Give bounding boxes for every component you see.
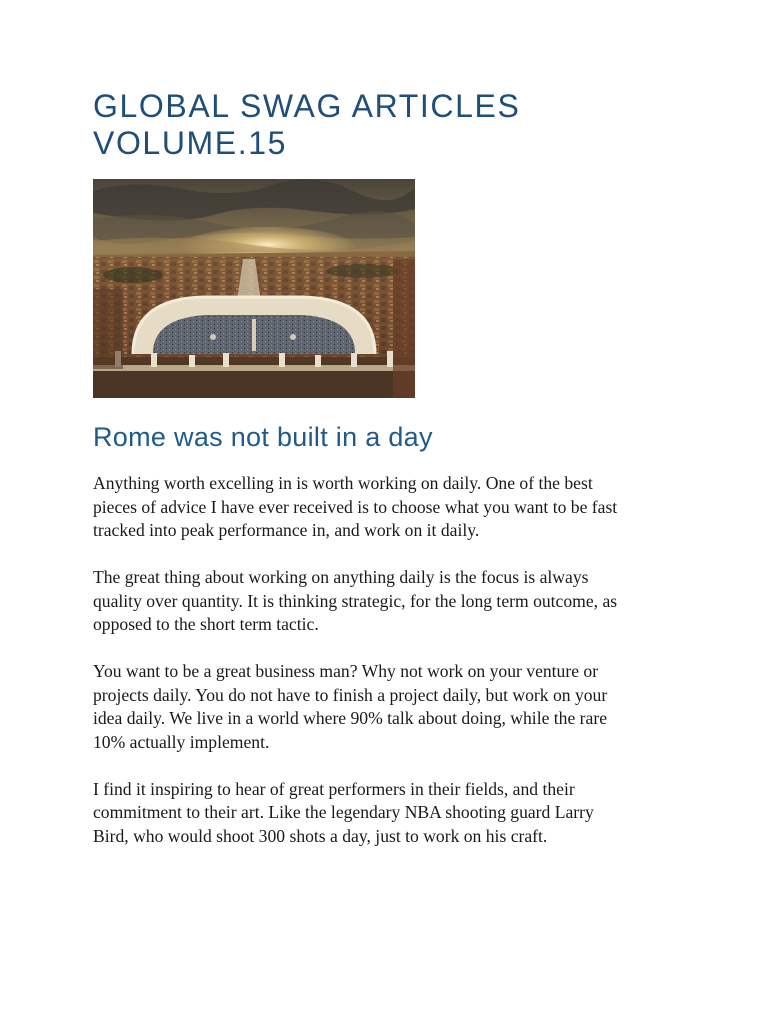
paragraph-line: quality over quantity. It is thinking strategic, for the long term outcome, as [93,590,618,611]
paragraph-3 [93,660,683,754]
paragraph-4 [93,778,683,849]
document-title-line-2: VOLUME.15 [93,125,288,161]
paragraph-line: You want to be a great business man? Why not work on your venture or [93,661,599,681]
paragraph-line: Anything worth excelling in is worth working on daily. One of the best [93,473,593,493]
paragraph-line: commitment to their art. Like the legendary NBA shooting guard Larry [93,802,594,822]
paragraph-line: pieces of advice I have ever received is to choose what you want to be fast [93,496,618,517]
paragraph-line: idea daily. We live in a world where 90% talk about doing, while the rare [93,708,608,728]
article-body [93,472,683,872]
paragraph-line: 10% actually implement. [93,731,270,752]
paragraph-line: Bird, who would shoot 300 shots a day, just to work on his craft. [93,825,548,846]
paragraph-1 [93,472,683,543]
hero-photo-rome [93,179,415,398]
paragraph-2 [93,566,683,637]
paragraph-line: tracked into peak performance in, and work on it daily. [93,520,480,540]
paragraph-line: opposed to the short term tactic. [93,614,319,634]
document-title-line-1: GLOBAL SWAG ARTICLES [93,88,521,124]
paragraph-line: The great thing about working on anything daily is the focus is always [93,567,589,587]
document-title [93,88,520,162]
paragraph-line: projects daily. You do not have to finish a project daily, but work on your [93,684,608,705]
paragraph-line: I find it inspiring to hear of great performers in their fields, and their [93,778,575,799]
article-heading: Rome was not built in a day [93,422,433,452]
